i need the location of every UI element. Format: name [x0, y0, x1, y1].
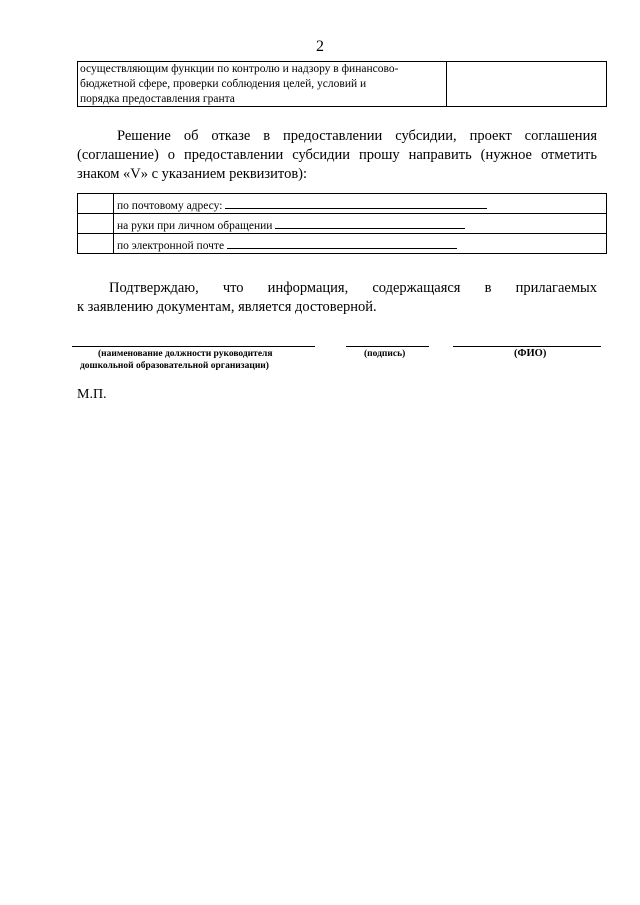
confirmation-paragraph [77, 279, 597, 317]
paragraph-line: к заявлению документам, является достоверной. [77, 299, 377, 315]
top-table-text-cell [78, 62, 447, 106]
personal-fill-line[interactable] [275, 216, 465, 229]
paragraph-line: знаком «V» с указанием реквизитов): [77, 166, 308, 182]
name-caption: (ФИО) [514, 348, 547, 359]
signature-caption: (подпись) [364, 349, 406, 359]
delivery-option-row [78, 214, 607, 234]
option-checkbox-cell[interactable] [78, 214, 114, 234]
address-fill-line[interactable] [225, 196, 487, 209]
option-label-cell [114, 234, 607, 254]
option-label: на руки при личном обращении [117, 219, 273, 232]
paragraph-line: (соглашение) о предоставлении субсидии прошу направить (нужное отметить [77, 147, 597, 163]
signature-line[interactable] [346, 346, 429, 347]
position-caption: дошкольной образовательной организации) [80, 361, 269, 371]
top-table-line: бюджетной сфере, проверки соблюдения целей, условий и [80, 78, 367, 90]
delivery-option-row [78, 194, 607, 214]
email-fill-line[interactable] [227, 236, 457, 249]
top-table [77, 61, 607, 107]
option-label: по почтовому адресу: [117, 199, 223, 212]
delivery-options-table [77, 193, 607, 254]
delivery-option-row [78, 234, 607, 254]
paragraph-line: Решение об отказе в предоставлении субсидии, проект соглашения [117, 128, 597, 144]
name-signature-line[interactable] [453, 346, 601, 347]
paragraph-line: Подтверждаю, что информация, содержащаяся в прилагаемых [109, 280, 597, 296]
option-label: по электронной почте [117, 239, 225, 252]
refusal-paragraph [77, 127, 597, 184]
seal-place-label: М.П. [77, 387, 107, 402]
option-label-cell [114, 194, 607, 214]
page-number: 2 [316, 38, 324, 55]
option-checkbox-cell[interactable] [78, 234, 114, 254]
top-table-line: осуществляющим функции по контролю и надзору в финансово- [80, 63, 399, 75]
position-caption: (наименование должности руководителя [98, 349, 273, 359]
option-label-cell [114, 214, 607, 234]
position-signature-line[interactable] [72, 346, 315, 347]
option-checkbox-cell[interactable] [78, 194, 114, 214]
top-table-line: порядка предоставления гранта [80, 93, 235, 105]
